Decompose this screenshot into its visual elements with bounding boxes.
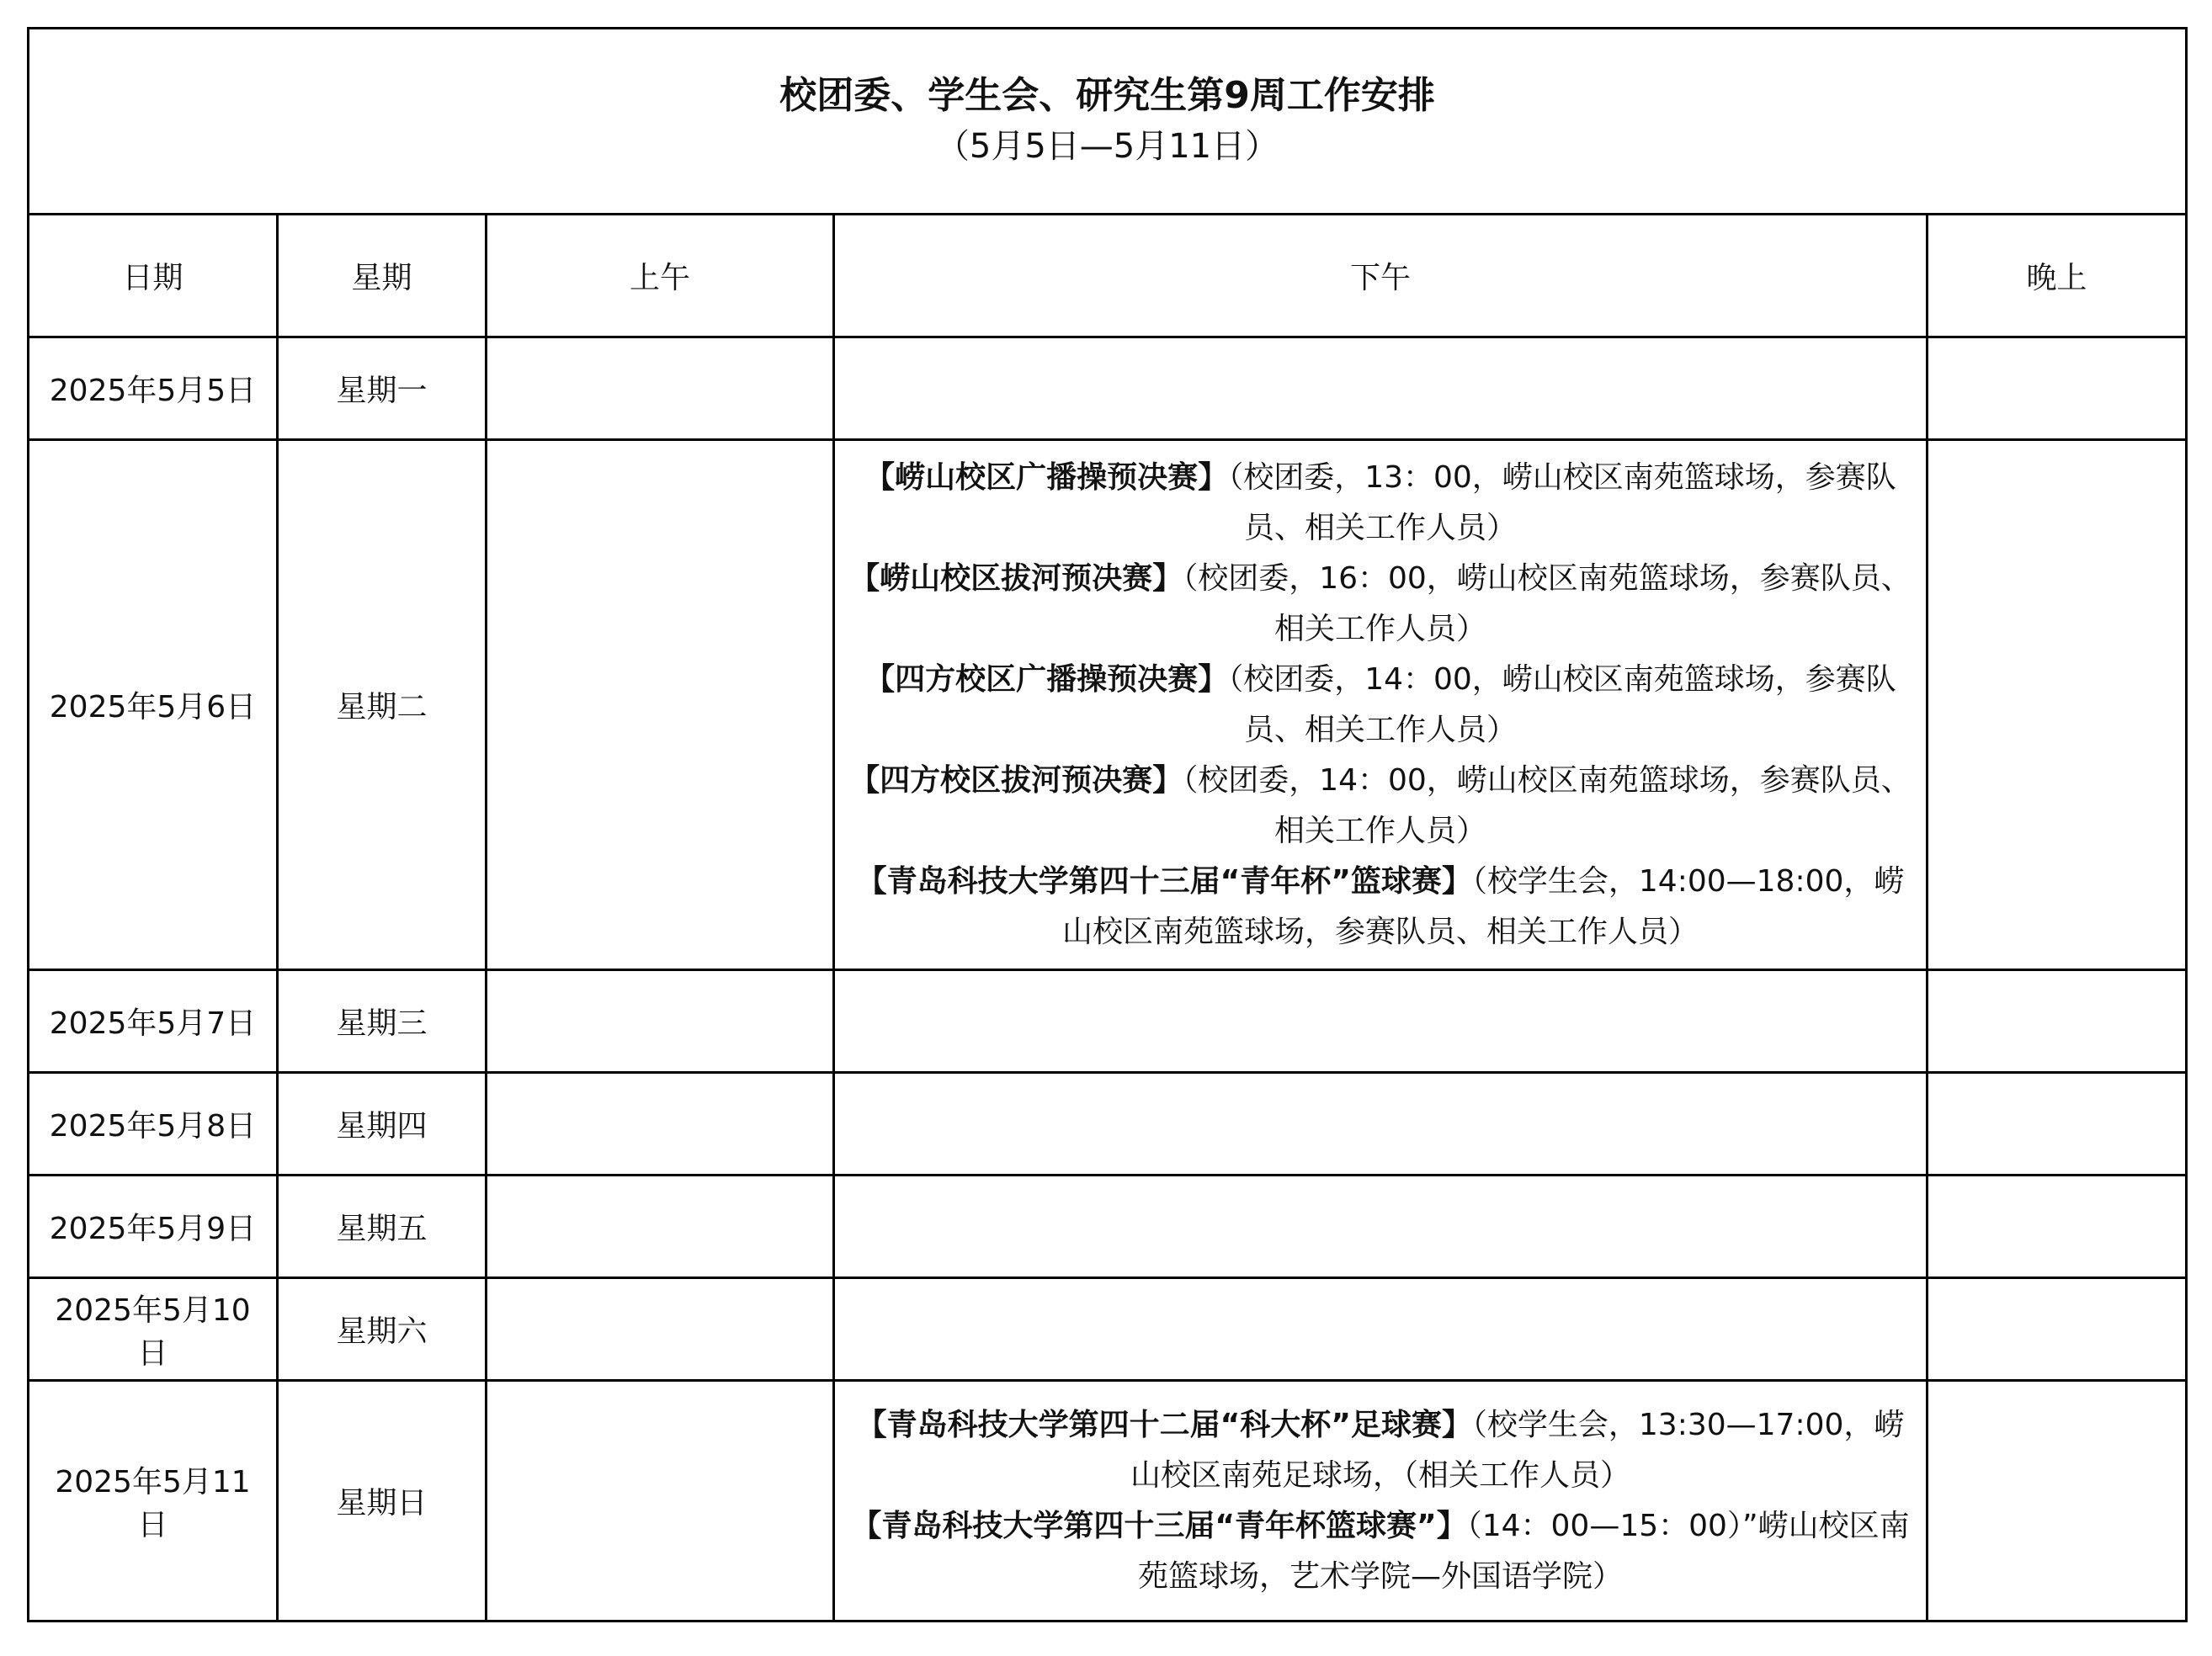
event-detail: （14：00—15：00）”崂山校区南苑篮球场，艺术学院—外国语学院） — [1137, 1508, 1910, 1594]
event-detail: （校团委，16：00，崂山校区南苑篮球场，参赛队员、相关工作人员） — [1183, 560, 1912, 646]
morning-cell — [487, 1176, 834, 1278]
afternoon-cell — [834, 337, 1928, 440]
event-item — [848, 655, 1912, 756]
afternoon-cell — [834, 1073, 1928, 1176]
header-date: 日期 — [29, 215, 278, 337]
evening-cell — [1928, 440, 2187, 970]
afternoon-cell — [834, 1278, 1928, 1381]
date-cell: 2025年5月11日 — [29, 1381, 278, 1622]
event-detail: （校团委，14：00，崂山校区南苑篮球场，参赛队员、相关工作人员） — [1228, 661, 1896, 747]
schedule-table — [27, 27, 2188, 1622]
weekday-cell: 星期三 — [278, 970, 487, 1073]
header-evening: 晚上 — [1928, 215, 2187, 337]
date-range: （5月5日—5月11日） — [935, 127, 1279, 166]
event-detail: （校团委，13：00，崂山校区南苑篮球场，参赛队员、相关工作人员） — [1228, 459, 1896, 545]
table-row — [29, 970, 2187, 1073]
event-detail: （校团委，14：00，崂山校区南苑篮球场，参赛队员、相关工作人员） — [1183, 762, 1912, 848]
morning-cell — [487, 440, 834, 970]
event-item — [848, 1400, 1912, 1501]
event-item — [848, 1501, 1912, 1602]
header-row — [29, 215, 2187, 337]
event-detail: （校学生会，13:30—17:00，崂山校区南苑足球场，（相关工作人员） — [1130, 1407, 1905, 1493]
evening-cell — [1928, 1176, 2187, 1278]
afternoon-cell — [834, 440, 1928, 970]
header-afternoon: 下午 — [834, 215, 1928, 337]
weekday-cell: 星期日 — [278, 1381, 487, 1622]
evening-cell — [1928, 1278, 2187, 1381]
evening-cell — [1928, 1381, 2187, 1622]
date-cell: 2025年5月6日 — [29, 440, 278, 970]
event-name: 【四方校区拔河预决赛】 — [849, 762, 1183, 798]
weekday-cell: 星期二 — [278, 440, 487, 970]
title-cell — [29, 29, 2187, 215]
event-name: 【青岛科技大学第四十三届“青年杯篮球赛”】 — [851, 1508, 1467, 1543]
table-row — [29, 1278, 2187, 1381]
morning-cell — [487, 1278, 834, 1381]
evening-cell — [1928, 337, 2187, 440]
afternoon-cell — [834, 1176, 1928, 1278]
weekday-cell: 星期六 — [278, 1278, 487, 1381]
date-cell: 2025年5月8日 — [29, 1073, 278, 1176]
event-item — [848, 554, 1912, 655]
event-item — [848, 756, 1912, 857]
afternoon-cell — [834, 970, 1928, 1073]
date-cell: 2025年5月10日 — [29, 1278, 278, 1381]
morning-cell — [487, 1073, 834, 1176]
table-row — [29, 1176, 2187, 1278]
event-name: 【崂山校区拔河预决赛】 — [849, 560, 1183, 596]
morning-cell — [487, 970, 834, 1073]
weekday-cell: 星期一 — [278, 337, 487, 440]
page-title: 校团委、学生会、研究生第9周工作安排 — [779, 74, 1435, 117]
date-cell: 2025年5月7日 — [29, 970, 278, 1073]
weekday-cell: 星期四 — [278, 1073, 487, 1176]
weekday-cell: 星期五 — [278, 1176, 487, 1278]
table-row — [29, 1381, 2187, 1622]
event-name: 【四方校区广播操预决赛】 — [864, 661, 1229, 697]
event-name: 【青岛科技大学第四十二届“科大杯”足球赛】 — [856, 1407, 1472, 1442]
table-row — [29, 440, 2187, 970]
header-morning: 上午 — [487, 215, 834, 337]
event-name: 【崂山校区广播操预决赛】 — [864, 459, 1229, 495]
morning-cell — [487, 1381, 834, 1622]
morning-cell — [487, 337, 834, 440]
event-detail: （校学生会，14:00—18:00，崂山校区南苑篮球场，参赛队员、相关工作人员） — [1061, 863, 1905, 949]
table-row — [29, 337, 2187, 440]
event-item — [848, 453, 1912, 554]
date-cell: 2025年5月5日 — [29, 337, 278, 440]
date-cell: 2025年5月9日 — [29, 1176, 278, 1278]
evening-cell — [1928, 1073, 2187, 1176]
afternoon-cell — [834, 1381, 1928, 1622]
event-name: 【青岛科技大学第四十三届“青年杯”篮球赛】 — [856, 863, 1472, 899]
header-weekday: 星期 — [278, 215, 487, 337]
table-row — [29, 1073, 2187, 1176]
evening-cell — [1928, 970, 2187, 1073]
event-item — [848, 857, 1912, 958]
